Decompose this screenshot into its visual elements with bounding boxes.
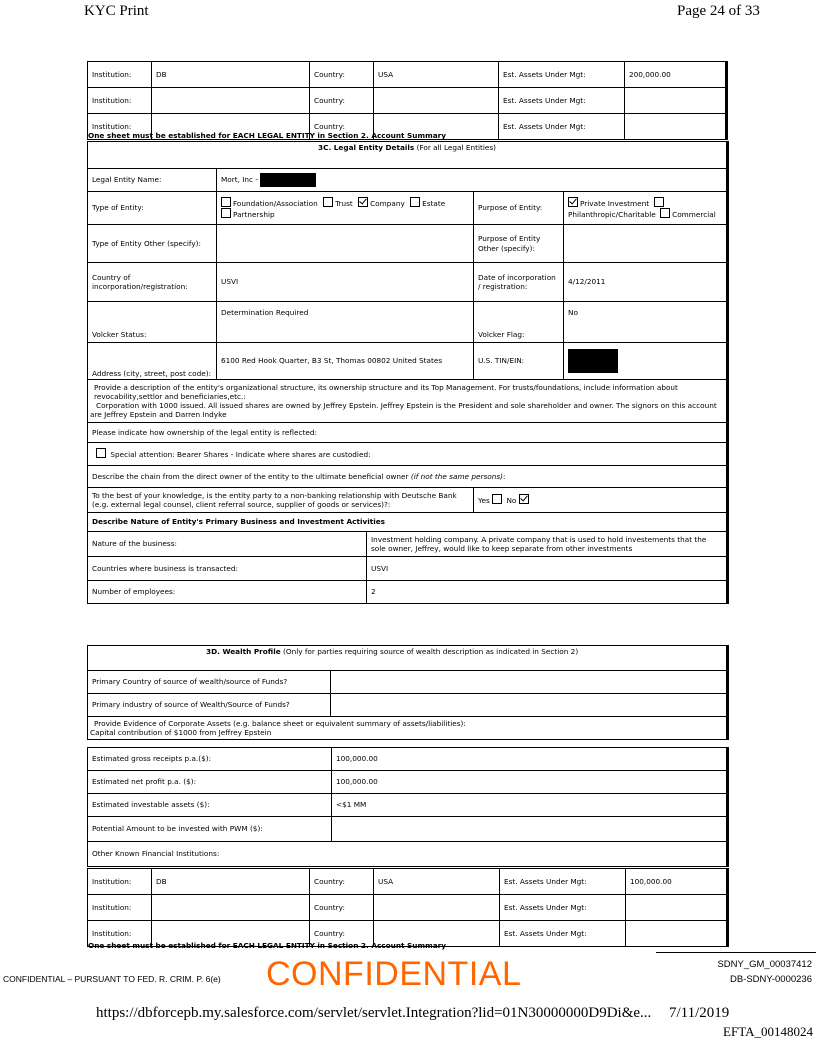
- chain-prompt-end: :: [503, 471, 506, 481]
- table-row: [88, 817, 728, 842]
- option-label: Trust: [335, 198, 353, 208]
- country-label: Country:: [310, 62, 374, 88]
- volcker-flag-value: No: [564, 302, 728, 343]
- option-label: Company: [370, 198, 405, 208]
- structure-prompt: Provide a description of the entity's organizational structure, its ownership structure and its Top Management. For trusts/foundations, include information about revocability,settlor and beneficiaries,etc.:: [94, 382, 678, 401]
- institution-name: DB: [152, 62, 310, 88]
- relationship-prompt: To the best of your knowledge, is the entity party to a non-banking relationship with Deutsche Bank (e.g. external legal counsel, client referral source, supplier of goods or services)?:: [88, 488, 474, 513]
- checkbox-foundation[interactable]: [221, 197, 231, 207]
- potential-label: Potential Amount to be invested with PWM ($):: [88, 817, 332, 842]
- institutions-top-table: [87, 61, 728, 140]
- yes-label: Yes: [478, 496, 490, 506]
- purpose-label: Purpose of Entity:: [474, 192, 564, 225]
- checkbox-estate[interactable]: [410, 197, 420, 207]
- industry-source-label: Primary industry of source of Wealth/Source of Funds?: [88, 694, 331, 717]
- table-row: [88, 513, 728, 532]
- efta-number: EFTA_00148024: [723, 1024, 813, 1039]
- tin-value: [564, 343, 728, 380]
- assets-label: Est. Assets Under Mgt:: [499, 62, 625, 88]
- table-row: [88, 302, 728, 343]
- assets-value: [625, 88, 727, 114]
- confidential-notice: CONFIDENTIAL – PURSUANT TO FED. R. CRIM. P. 6(e): [3, 974, 221, 984]
- institution-label: Institution:: [88, 921, 152, 947]
- sheet-note-bottom: One sheet must be established for EACH LEGAL ENTITY in Section 2. Account Summary: [88, 941, 446, 950]
- table-row: [88, 842, 728, 867]
- evidence-cell: [88, 717, 728, 740]
- entity-name-label: Legal Entity Name:: [88, 169, 217, 192]
- country-source-value: [331, 671, 728, 694]
- volcker-status-value: Determination Required: [217, 302, 474, 343]
- checkbox-trust[interactable]: [323, 197, 333, 207]
- assets-value: [625, 114, 727, 140]
- table-row: [88, 748, 728, 771]
- date-inc-label: Date of incorporation / registration:: [474, 263, 564, 302]
- table-row: [88, 423, 728, 443]
- table-row: [88, 895, 728, 921]
- type-other-label: Type of Entity Other (specify):: [88, 225, 217, 263]
- entity-name-value: Mort, Inc -: [221, 175, 259, 184]
- assets-label: Est. Assets Under Mgt:: [500, 921, 626, 947]
- redaction-block: [260, 173, 316, 187]
- checkbox-partnership[interactable]: [221, 208, 231, 218]
- address-label: Address (city, street, post code):: [88, 343, 217, 380]
- checkbox-commercial[interactable]: [660, 208, 670, 218]
- print-date: 7/11/2019: [669, 1005, 730, 1021]
- nature-label: Nature of the business:: [88, 532, 367, 557]
- section-subtitle: (Only for parties requiring source of wealth description as indicated in Section 2): [280, 647, 579, 656]
- option-label: Foundation/Association: [233, 198, 318, 208]
- chain-cell: [88, 466, 728, 488]
- volcker-flag-label: Volcker Flag:: [474, 302, 564, 343]
- source-url: https://dbforcepb.my.salesforce.com/servlet/servlet.Integration?lid=01N30000000D9Di&e...: [96, 1005, 652, 1021]
- assets-value: [626, 895, 728, 921]
- country-source-label: Primary Country of source of wealth/source of Funds?: [88, 671, 331, 694]
- institution-label: Institution:: [88, 88, 152, 114]
- checkbox-philanthropic[interactable]: [654, 197, 664, 207]
- industry-source-value: [331, 694, 728, 717]
- table-row: [88, 532, 728, 557]
- table-row: [88, 466, 728, 488]
- bates-number-db: DB-SDNY-0000236: [729, 974, 812, 985]
- countries-value: USVI: [367, 557, 728, 581]
- relationship-answer: [474, 488, 728, 513]
- option-label: Private Investment: [580, 198, 650, 208]
- address-value: 6100 Red Hook Quarter, B3 St, Thomas 00802 United States: [217, 343, 474, 380]
- option-label: Partnership: [233, 210, 275, 219]
- type-other-value: [217, 225, 474, 263]
- table-row: [88, 62, 727, 88]
- table-row: [88, 694, 728, 717]
- assets-label: Est. Assets Under Mgt:: [500, 895, 626, 921]
- assets-label: Est. Assets Under Mgt:: [499, 114, 625, 140]
- table-row: [88, 771, 728, 794]
- chain-prompt-italic: (if not the same persons): [410, 471, 504, 481]
- ownership-prompt: Please indicate how ownership of the legal entity is reflected:: [88, 423, 728, 443]
- table-row: [88, 717, 728, 740]
- tin-label: U.S. TIN/EIN:: [474, 343, 564, 380]
- institution-label: Institution:: [88, 869, 152, 895]
- table-row: [88, 169, 728, 192]
- country-label: Country:: [310, 921, 374, 947]
- institution-label: Institution:: [88, 895, 152, 921]
- potential-value: [332, 817, 728, 842]
- gross-label: Estimated gross receipts p.a.($):: [88, 748, 332, 771]
- evidence-prompt: Provide Evidence of Corporate Assets (e.g. balance sheet or equivalent summary of assets/liabilities):: [94, 718, 466, 728]
- evidence-answer: Capital contribution of $1000 from Jeffrey Epstein: [90, 728, 272, 737]
- institution-name: [152, 88, 310, 114]
- section-title: 3D. Wealth Profile: [206, 647, 281, 656]
- table-row: [88, 581, 728, 604]
- investable-value: <$1 MM: [332, 794, 728, 817]
- sheet-note-top: One sheet must be established for EACH LEGAL ENTITY in Section 2. Account Summary: [88, 131, 446, 140]
- checkbox-bearer-shares[interactable]: [96, 448, 106, 458]
- redaction-block: [568, 349, 618, 373]
- checkbox-company[interactable]: [358, 197, 368, 207]
- table-row: [88, 869, 728, 895]
- purpose-other-value: [564, 225, 728, 263]
- assets-value: 100,000.00: [626, 869, 728, 895]
- countries-label: Countries where business is transacted:: [88, 557, 367, 581]
- footer-divider: [656, 952, 816, 953]
- no-label: No: [506, 496, 517, 506]
- entity-type-label: Type of Entity:: [88, 192, 217, 225]
- institution-label: Institution:: [88, 62, 152, 88]
- source-url-line: [96, 1005, 729, 1022]
- table-row: [88, 225, 728, 263]
- bearer-shares-label: Special attention: Bearer Shares - Indicate where shares are custodied:: [110, 450, 371, 460]
- structure-cell: [88, 380, 728, 423]
- option-label: Philanthropic/Charitable: [568, 210, 656, 219]
- institutions-bottom-table: [87, 868, 729, 947]
- checkbox-no[interactable]: [519, 494, 529, 504]
- assets-label: Est. Assets Under Mgt:: [500, 869, 626, 895]
- assets-value: [626, 921, 728, 947]
- investable-label: Estimated investable assets ($):: [88, 794, 332, 817]
- country-value: USA: [374, 869, 500, 895]
- gross-value: 100,000.00: [332, 748, 728, 771]
- checkbox-private-investment[interactable]: [568, 197, 578, 207]
- country-value: USA: [374, 62, 499, 88]
- section-title-row: [88, 646, 728, 671]
- entity-name-cell: [217, 169, 728, 192]
- country-label: Country:: [310, 895, 374, 921]
- table-row: [88, 380, 728, 423]
- volcker-status-label: Volcker Status:: [88, 302, 217, 343]
- table-row: [88, 343, 728, 380]
- bates-number: SDNY_GM_00037412: [717, 959, 812, 970]
- confidential-stamp: CONFIDENTIAL: [266, 955, 522, 993]
- assets-label: Est. Assets Under Mgt:: [499, 88, 625, 114]
- table-row: [88, 671, 728, 694]
- section-subtitle: (For all Legal Entities): [414, 143, 497, 152]
- country-value: [374, 88, 499, 114]
- country-inc-value: USVI: [217, 263, 474, 302]
- institution-name: DB: [152, 869, 310, 895]
- wealth-profile-table: [87, 645, 729, 740]
- business-header: Describe Nature of Entity's Primary Business and Investment Activities: [88, 513, 728, 532]
- page-number: Page 24 of 33: [677, 3, 760, 19]
- employees-value: 2: [367, 581, 728, 604]
- option-label: Commercial: [672, 210, 716, 219]
- employees-label: Number of employees:: [88, 581, 367, 604]
- table-row: [88, 443, 728, 466]
- option-label: Estate: [422, 198, 446, 208]
- legal-entity-table: [87, 141, 729, 604]
- print-title: KYC Print: [84, 3, 149, 19]
- institution-name: [152, 895, 310, 921]
- other-fi-label: Other Known Financial Institutions:: [88, 842, 728, 867]
- checkbox-yes[interactable]: [492, 494, 502, 504]
- country-inc-label: Country of incorporation/registration:: [88, 263, 217, 302]
- country-label: Country:: [310, 869, 374, 895]
- table-row: [88, 192, 728, 225]
- entity-type-options: [217, 192, 474, 225]
- purpose-other-label: Purpose of Entity Other (specify):: [474, 225, 564, 263]
- bearer-shares-cell: [88, 443, 728, 466]
- net-label: Estimated net profit p.a. ($):: [88, 771, 332, 794]
- purpose-options: [564, 192, 728, 225]
- structure-answer: Corporation with 1000 issued. All issued shares are owned by Jeffrey Epstein. Jeffrey Epstein is the President and sole shareholder and owner. The signors on this account are Jeffrey Epstein and Darren Indyke: [90, 401, 717, 420]
- net-value: 100,000.00: [332, 771, 728, 794]
- assets-value: 200,000.00: [625, 62, 727, 88]
- section-title-row: [88, 142, 728, 169]
- table-row: [88, 263, 728, 302]
- country-label: Country:: [310, 88, 374, 114]
- table-row: [88, 794, 728, 817]
- country-label: Country:: [310, 114, 374, 140]
- country-value: [374, 895, 500, 921]
- table-row: [88, 88, 727, 114]
- nature-value: Investment holding company. A private company that is used to hold investements that the sole owner, Jeffrey, would like to keep separate from other investments: [367, 532, 728, 557]
- date-inc-value: 4/12/2011: [564, 263, 728, 302]
- table-row: [88, 488, 728, 513]
- table-row: [88, 557, 728, 581]
- chain-prompt: Describe the chain from the direct owner of the entity to the ultimate beneficial owner: [92, 471, 411, 481]
- wealth-figures-table: [87, 747, 729, 867]
- institution-label: Institution:: [88, 114, 152, 140]
- section-title: 3C. Legal Entity Details: [318, 143, 415, 152]
